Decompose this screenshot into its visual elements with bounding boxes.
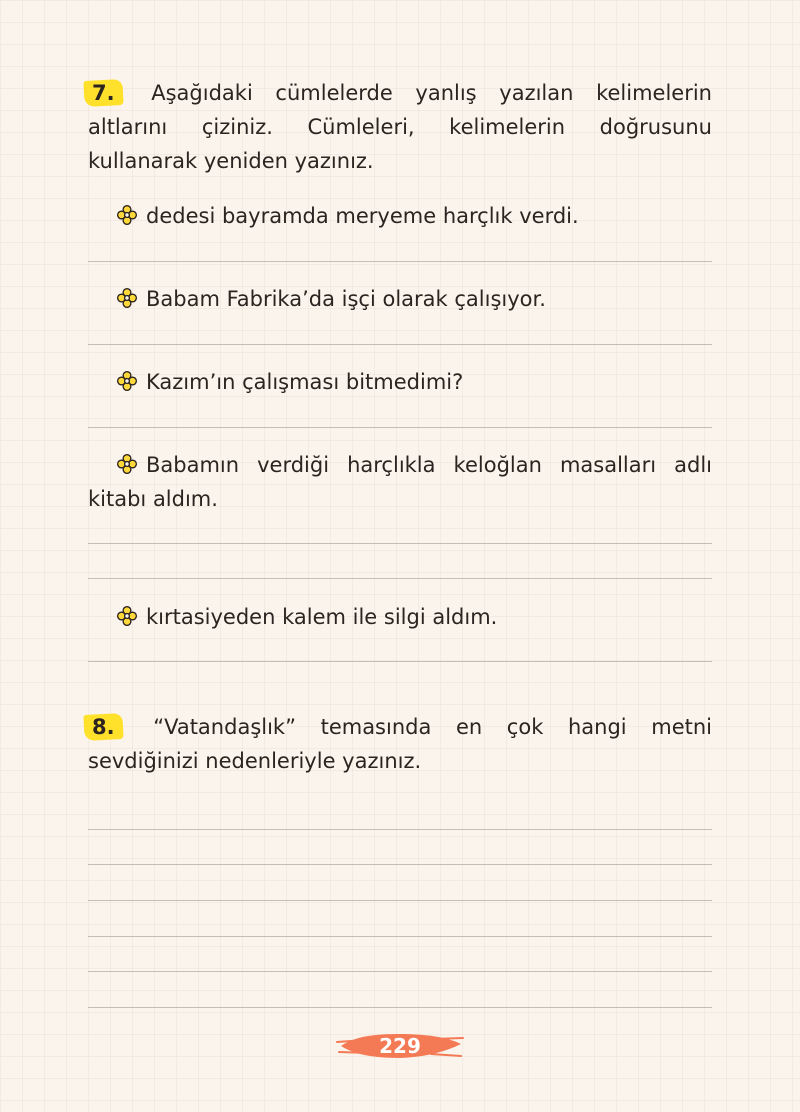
writing-line[interactable] — [88, 900, 712, 901]
sentence-5-text: kırtasiyeden kalem ile silgi aldım. — [146, 605, 498, 629]
sentence-2 — [88, 282, 712, 316]
question-7-number: 7. — [88, 76, 119, 110]
flower-icon — [116, 204, 138, 226]
writing-line[interactable] — [88, 661, 712, 662]
sentence-2-text: Babam Fabrika’da işçi olarak çalışıyor. — [146, 287, 546, 311]
sentence-5 — [88, 600, 712, 634]
page-number-badge — [335, 1024, 465, 1068]
question-7 — [88, 76, 712, 178]
writing-line[interactable] — [88, 864, 712, 865]
writing-line[interactable] — [88, 829, 712, 830]
sentence-3 — [88, 365, 712, 399]
sentence-3-text: Kazım’ın çalışması bitmedimi? — [146, 370, 464, 394]
question-8-text: “Vatandaşlık” temasında en çok hangi metni sevdiğinizi nedenleriyle yazınız. — [88, 715, 712, 773]
page-number: 229 — [379, 1034, 421, 1058]
writing-line[interactable] — [88, 543, 712, 544]
sentence-4-text: Babamın verdiği harçlıkla keloğlan masalları adlı kitabı aldım. — [88, 453, 712, 511]
sentence-4 — [88, 448, 712, 516]
writing-line[interactable] — [88, 344, 712, 345]
flower-icon — [116, 370, 138, 392]
writing-line[interactable] — [88, 936, 712, 937]
question-7-text: Aşağıdaki cümlelerde yanlış yazılan kelimelerin altlarını çiziniz. Cümleleri, kelimelerin doğrusunu kullanarak yeniden yazınız. — [88, 81, 712, 173]
sentence-1-text: dedesi bayramda meryeme harçlık verdi. — [146, 204, 579, 228]
writing-line[interactable] — [88, 427, 712, 428]
writing-line[interactable] — [88, 1007, 712, 1008]
writing-line[interactable] — [88, 971, 712, 972]
flower-icon — [116, 453, 138, 475]
flower-icon — [116, 605, 138, 627]
writing-line[interactable] — [88, 578, 712, 579]
flower-icon — [116, 287, 138, 309]
question-8-number: 8. — [88, 710, 119, 744]
writing-line[interactable] — [88, 261, 712, 262]
question-8 — [88, 710, 712, 778]
sentence-1 — [88, 199, 712, 233]
